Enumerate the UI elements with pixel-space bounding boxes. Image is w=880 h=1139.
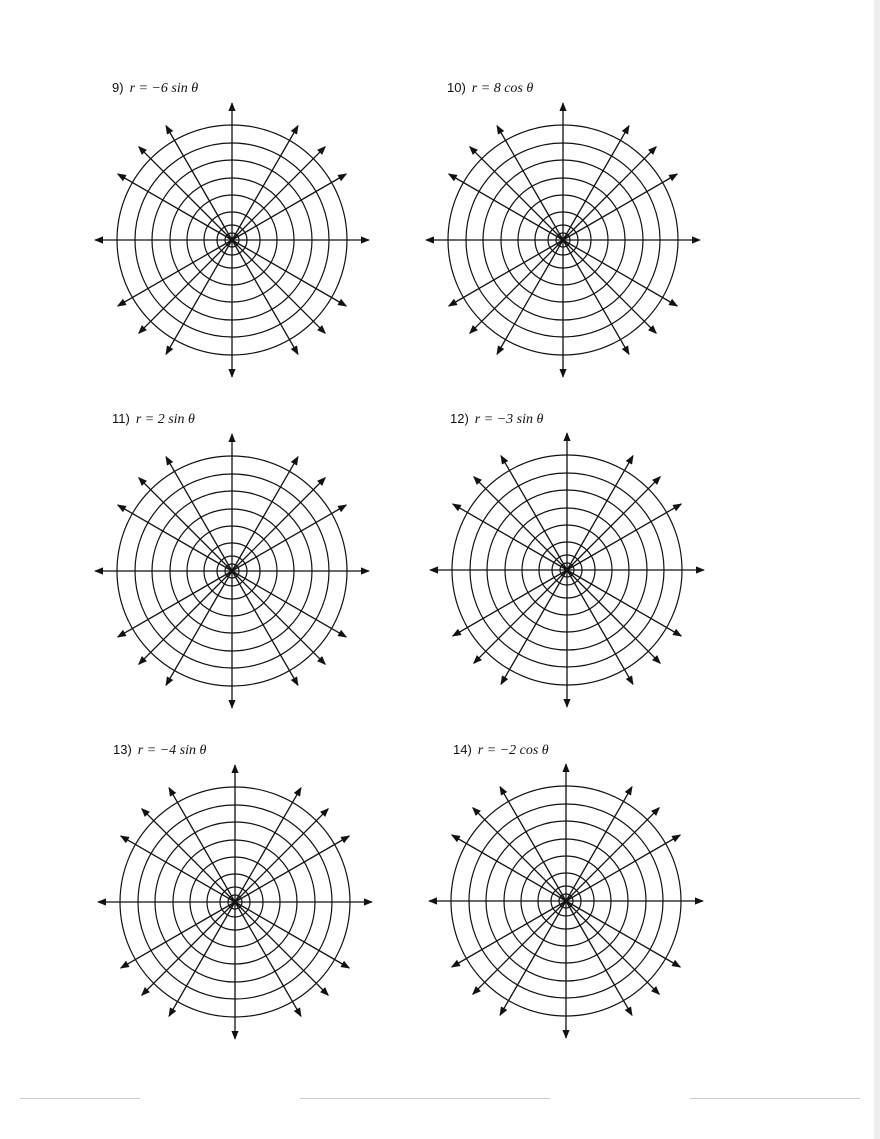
ray-arrow <box>567 570 660 663</box>
ray-arrow <box>232 505 346 571</box>
grid-circle <box>228 895 242 909</box>
problem-equation: r = −4 sin θ <box>137 743 207 758</box>
grid-circle <box>486 821 646 981</box>
problem-number: 10) <box>447 80 466 95</box>
grid-circle <box>518 195 608 285</box>
ray-arrow <box>121 902 235 968</box>
problem-label <box>112 411 195 428</box>
ray-arrow <box>121 836 235 902</box>
ray-arrow <box>232 240 298 354</box>
grid-circle <box>152 160 312 320</box>
grid-circle <box>170 509 294 633</box>
ray-arrow <box>563 240 629 354</box>
ray-arrow <box>452 901 566 967</box>
ray-arrow <box>567 456 633 570</box>
problem-label <box>450 411 543 428</box>
grid-circle <box>556 233 570 247</box>
grid-circle <box>504 839 628 963</box>
ray-arrow <box>118 240 232 306</box>
ray-arrow <box>232 240 325 333</box>
ray-arrow <box>232 571 298 685</box>
problem-label <box>447 80 533 97</box>
ray-arrow <box>470 147 563 240</box>
ray-arrow <box>166 126 232 240</box>
ray-arrow <box>118 571 232 637</box>
grid-circle <box>135 474 329 668</box>
ray-arrow <box>166 571 232 685</box>
ray-arrow <box>232 126 298 240</box>
ray-arrow <box>474 477 567 570</box>
ray-arrow <box>142 809 235 902</box>
grid-circle <box>487 490 647 650</box>
grid-circle <box>448 125 678 355</box>
grid-circle <box>204 212 260 268</box>
grid-circle <box>505 508 629 632</box>
ray-arrow <box>142 902 235 995</box>
ray-arrow <box>566 901 680 967</box>
ray-arrow <box>500 901 566 1015</box>
ray-arrow <box>567 570 681 636</box>
grid-circle <box>552 555 582 585</box>
ray-arrow <box>232 478 325 571</box>
problem-number: 9) <box>112 80 124 95</box>
ray-arrow <box>449 174 563 240</box>
grid-circle <box>451 786 681 1016</box>
problem-number: 14) <box>453 742 472 757</box>
grid-circle <box>207 874 263 930</box>
grid-circle <box>483 160 643 320</box>
grid-circle <box>220 887 250 917</box>
ray-arrow <box>563 174 677 240</box>
problem-label <box>453 742 549 759</box>
ray-arrow <box>567 477 660 570</box>
ray-arrow <box>473 808 566 901</box>
grid-circle <box>217 225 247 255</box>
grid-circle <box>187 195 277 285</box>
ray-arrow <box>474 570 567 663</box>
ray-arrow <box>232 571 346 637</box>
grid-circle <box>538 873 594 929</box>
ray-arrow <box>473 901 566 994</box>
ray-arrow <box>566 787 632 901</box>
ray-arrow <box>232 571 325 664</box>
grid-circle <box>548 225 578 255</box>
grid-circle <box>190 857 280 947</box>
problem-equation: r = 2 sin θ <box>135 412 195 427</box>
footer-line <box>690 1098 860 1099</box>
ray-arrow <box>232 174 346 240</box>
ray-arrow <box>566 835 680 901</box>
ray-arrow <box>566 901 659 994</box>
problem-equation: r = −3 sin θ <box>474 412 544 427</box>
problem-equation: r = −2 cos θ <box>477 743 549 758</box>
ray-arrow <box>235 902 328 995</box>
ray-arrow <box>563 240 656 333</box>
ray-arrow <box>139 571 232 664</box>
ray-arrow <box>563 240 677 306</box>
grid-circle <box>469 804 663 998</box>
ray-arrow <box>563 126 629 240</box>
ray-arrow <box>118 505 232 571</box>
ray-arrow <box>235 902 301 1016</box>
problem-label <box>113 742 206 759</box>
grid-circle <box>138 805 332 999</box>
problem-number: 12) <box>450 411 469 426</box>
ray-arrow <box>566 808 659 901</box>
grid-circle <box>452 455 682 685</box>
grid-circle <box>551 886 581 916</box>
ray-arrow <box>501 570 567 684</box>
ray-arrow <box>118 174 232 240</box>
ray-arrow <box>567 570 633 684</box>
problem-equation: r = −6 sin θ <box>129 81 199 96</box>
footer-line <box>20 1098 140 1099</box>
ray-arrow <box>500 787 566 901</box>
ray-arrow <box>166 457 232 571</box>
ray-arrow <box>166 240 232 354</box>
grid-circle <box>522 525 612 615</box>
ray-arrow <box>169 788 235 902</box>
grid-circle <box>117 456 347 686</box>
footer-line <box>300 1098 550 1099</box>
ray-arrow <box>497 240 563 354</box>
ray-arrow <box>470 240 563 333</box>
grid-circle <box>217 556 247 586</box>
ray-arrow <box>449 240 563 306</box>
grid-circle <box>173 840 297 964</box>
problem-label <box>112 80 198 97</box>
ray-arrow <box>235 809 328 902</box>
grid-circle <box>170 178 294 302</box>
ray-arrow <box>453 504 567 570</box>
page-edge <box>874 0 880 1139</box>
grid-circle <box>225 564 239 578</box>
grid-circle <box>560 563 574 577</box>
ray-arrow <box>566 901 632 1015</box>
grid-circle <box>539 542 595 598</box>
grid-circle <box>204 543 260 599</box>
ray-arrow <box>232 457 298 571</box>
problem-number: 11) <box>112 411 130 426</box>
problem-number: 13) <box>113 742 132 757</box>
grid-circle <box>225 233 239 247</box>
grid-circle <box>535 212 591 268</box>
ray-arrow <box>139 147 232 240</box>
grid-circle <box>559 894 573 908</box>
grid-circle <box>187 526 277 616</box>
ray-arrow <box>235 902 349 968</box>
grid-circle <box>466 143 660 337</box>
grid-circle <box>135 143 329 337</box>
grid-circle <box>521 856 611 946</box>
grid-circle <box>120 787 350 1017</box>
grid-circle <box>152 491 312 651</box>
ray-arrow <box>235 788 301 902</box>
ray-arrow <box>563 147 656 240</box>
grid-circle <box>117 125 347 355</box>
problem-equation: r = 8 cos θ <box>471 81 534 96</box>
ray-arrow <box>232 147 325 240</box>
ray-arrow <box>497 126 563 240</box>
ray-arrow <box>139 478 232 571</box>
ray-arrow <box>232 240 346 306</box>
grid-circle <box>501 178 625 302</box>
ray-arrow <box>169 902 235 1016</box>
grid-circle <box>155 822 315 982</box>
ray-arrow <box>235 836 349 902</box>
grid-circle <box>470 473 664 667</box>
ray-arrow <box>501 456 567 570</box>
ray-arrow <box>452 835 566 901</box>
ray-arrow <box>567 504 681 570</box>
ray-arrow <box>139 240 232 333</box>
ray-arrow <box>453 570 567 636</box>
